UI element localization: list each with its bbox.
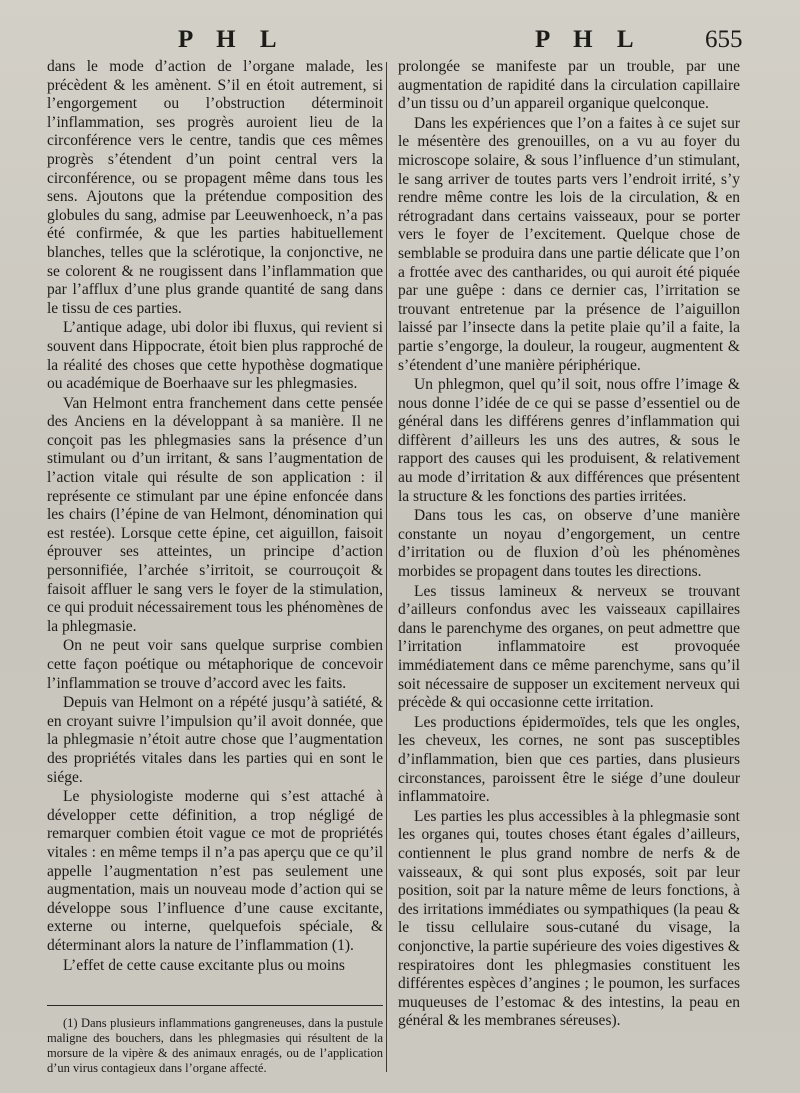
paragraph: L’antique adage, ubi dolor ibi fluxus, qui revient si souvent dans Hippocrate, étoit bien plus rapproché de la réalité des choses que cette hypothèse dogmatique ou académique de Boerhaave sur les phlegmasies. bbox=[47, 319, 383, 393]
paragraph: Les productions épidermoïdes, tels que les ongles, les cheveux, les cornes, ne sont pas susceptibles d’inflammation, bien que ces parties, dans plusieurs circonstances, paroissent être le siége d’une douleur inflammatoire. bbox=[398, 713, 740, 806]
paragraph: dans le mode d’action de l’organe malade, les précèdent & les amènent. S’il en étoit autrement, si l’engorgement ou l’obstruction déterminoit l’inflammation, ses progrès auroient lieu de la circonférence vers le centre, tandis que ces mêmes progrès s’étendent d’un point central vers la circonférence, ou se propagent même dans tous les sens. Ajoutons que la prétendue composition des globules du sang, admise par Leeuwenhoeck, n’a pas été confirmée, & que les parties habituellement blanches, telles que la sclérotique, la conjonctive, ne se colorent & ne rougissent dans l’inflammation que par l’afflux d’une plus grande quantité de sang dans le tissu de ces parties. bbox=[47, 58, 383, 317]
paragraph: On ne peut voir sans quelque surprise combien cette façon poétique ou métaphorique de concevoir l’inflammation se trouve d’accord avec les faits. bbox=[47, 637, 383, 692]
right-column bbox=[398, 58, 740, 1031]
footnote-divider bbox=[47, 1005, 383, 1006]
paragraph: Depuis van Helmont on a répété jusqu’à satiété, & en croyant suivre l’impulsion qu’il avoit donnée, que la phlegmasie n’étoit autre chose que l’augmentation des propriétés vitales dans les parties qui en sont le siége. bbox=[47, 694, 383, 786]
paragraph: prolongée se manifeste par un trouble, par une augmentation de rapidité dans la circulation capillaire d’un tissu ou d’un appareil organique quelconque. bbox=[398, 58, 740, 113]
paragraph: L’effet de cette cause excitante plus ou moins bbox=[63, 956, 345, 974]
column-divider bbox=[386, 62, 387, 1072]
paragraph: Les tissus lamineux & nerveux se trouvant d’ailleurs confondus avec les vaisseaux capillaires dans le parenchyme des organes, on peut admettre que l’irritation inflammatoire est provoquée immédiatement dans ce même parenchyme, sans qu’il soit nécessaire de supposer un excitement nerveux qui précède & qui occasionne cette irritation. bbox=[398, 582, 740, 712]
footnote: (1) Dans plusieurs inflammations gangreneuses, dans la pustule maligne des bouchers, dans les phlegmasies qui résultent de la morsure de la vipère & des animaux enragés, ou de l’application d’un virus contagieux dans l’organe affecté. bbox=[47, 1016, 383, 1076]
left-running-head: P H L bbox=[178, 26, 286, 53]
paragraph: Dans tous les cas, on observe d’une manière constante un noyau d’engorgement, un centre d’irritation ou de fluxion d’où les phénomènes morbides se propagent dans toutes les directions. bbox=[398, 507, 740, 581]
left-column bbox=[47, 58, 383, 1076]
paragraph: Dans les expériences que l’on a faites à ce sujet sur le mésentère des grenouilles, on a vu au foyer du microscope solaire, & sous l’influence d’un stimulant, le sang arriver de toutes parts vers l’endroit irrité, s’y rendre même contre les lois de la circulation, & en rétrogradant dans certains vaisseaux, pour se porter vers le foyer de l’excitement. Quelque chose de semblable se produira dans une partie délicate que l’on a frottée avec des cantharides, ou qui auroit été piquée par une guêpe : dans ce dernier cas, l’irritation se trouvant entretenue par la présence de l’aiguillon laissé par l’insecte dans la petite plaie qu’il a faite, la partie s’engorge, la douleur, la rougeur, augmentent & s’étendent d’une manière périphérique. bbox=[398, 114, 740, 374]
paragraph: Le physiologiste moderne qui s’est attaché à développer cette définition, a trop négligé de remarquer combien étoit vague ce mot de propriétés vitales : en même temps il n’a pas aperçu que ce qu’il appelle l’augmentation n’est pas seulement une augmentation, mais un nouveau mode d’action qui se développe sous l’influence d’une cause excitante, externe ou interne, quelquefois spéciale, & déterminant alors la nature de l’inflammation (1). bbox=[47, 788, 383, 954]
paragraph: Les parties les plus accessibles à la phlegmasie sont les organes qui, toutes choses étant égales d’ailleurs, contiennent le plus grand nombre de nerfs & de vaisseaux, & qui sont plus exposés, soit par leur position, soit par la nature même de leurs fonctions, à des irritations immédiates ou sympathiques (la peau & le tissu cellulaire sous-cutané du visage, la conjonctive, la partie supérieure des voies digestives & respiratoires dont les phlegmasies constituent les différentes espèces d’angines ; le poumon, les surfaces muqueuses de l’estomac & des intestins, la peau en général & les membranes séreuses). bbox=[398, 807, 740, 1030]
paragraph: Un phlegmon, quel qu’il soit, nous offre l’image & nous donne l’idée de ce qui se passe d’essentiel ou de général dans les différens genres d’inflammation qui diffèrent d’ailleurs les uns des autres, & sous le rapport des causes qui les produisent, & relativement au mode d’irritation & aux différences que présentent la structure & les fonctions des parties irritées. bbox=[398, 376, 740, 505]
right-running-head: P H L bbox=[535, 26, 643, 53]
paragraph: Van Helmont entra franchement dans cette pensée des Anciens en la développant à sa manière. Il ne conçoit pas les phlegmasies sans la présence d’un stimulant ou d’un irritant, & sans l’augmentation de l’action vitale qui résulte de son application : il représente ce stimulant par une épine enfoncée dans les chairs (l’épine de van Helmont, dénomination qui est restée). Lorsque cette épine, cet aiguillon, faisoit éprouver ses atteintes, un principe d’action personnifiée, l’archée s’irritoit, se courrouçoit & faisoit affluer le sang vers le foyer de la stimulation, ce qui produit nécessairement tous les phénomènes de la phlegmasie. bbox=[47, 394, 383, 635]
page-number: 655 bbox=[705, 26, 743, 53]
